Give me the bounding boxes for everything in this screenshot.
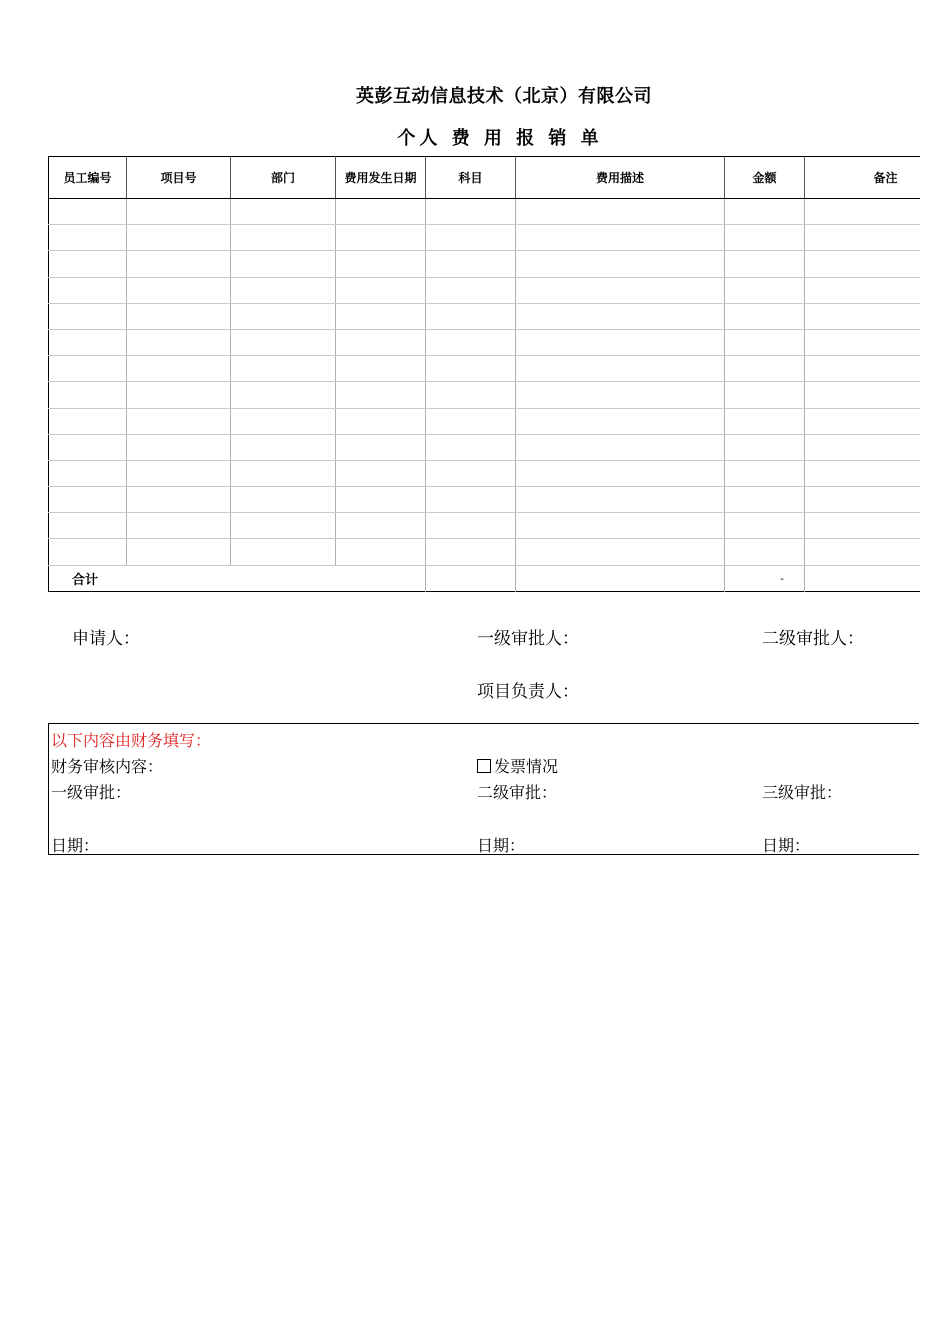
table-row — [49, 513, 920, 539]
cell-project-no[interactable] — [127, 382, 231, 408]
total-cell-description[interactable] — [516, 565, 725, 591]
cell-description[interactable] — [516, 408, 725, 434]
cell-remarks[interactable] — [805, 513, 920, 539]
cell-expense-date[interactable] — [336, 277, 426, 303]
cell-description[interactable] — [516, 487, 725, 513]
cell-amount[interactable] — [725, 460, 805, 486]
cell-amount[interactable] — [725, 225, 805, 251]
cell-remarks[interactable] — [805, 408, 920, 434]
cell-department[interactable] — [231, 199, 336, 225]
cell-remarks[interactable] — [805, 487, 920, 513]
cell-amount[interactable] — [725, 408, 805, 434]
cell-description[interactable] — [516, 382, 725, 408]
cell-amount[interactable] — [725, 329, 805, 355]
cell-amount[interactable] — [725, 382, 805, 408]
table-row — [49, 251, 920, 277]
table-body — [49, 199, 920, 592]
cell-expense-date[interactable] — [336, 251, 426, 277]
cell-description[interactable] — [516, 460, 725, 486]
cell-project-no[interactable] — [127, 487, 231, 513]
cell-employee-id[interactable] — [49, 408, 127, 434]
cell-remarks[interactable] — [805, 434, 920, 460]
cell-expense-date[interactable] — [336, 382, 426, 408]
cell-department[interactable] — [231, 356, 336, 382]
cell-amount[interactable] — [725, 356, 805, 382]
cell-employee-id[interactable] — [49, 460, 127, 486]
cell-department[interactable] — [231, 303, 336, 329]
cell-expense-date[interactable] — [336, 513, 426, 539]
cell-department[interactable] — [231, 251, 336, 277]
cell-account[interactable] — [426, 277, 516, 303]
cell-department[interactable] — [231, 382, 336, 408]
cell-department[interactable] — [231, 408, 336, 434]
table-row — [49, 539, 920, 565]
finance-audit-content-label: 财务审核内容： — [51, 757, 164, 776]
cell-project-no[interactable] — [127, 356, 231, 382]
cell-project-no[interactable] — [127, 251, 231, 277]
cell-employee-id[interactable] — [49, 487, 127, 513]
col-header-account: 科目 — [426, 157, 516, 199]
second-approver-label: 二级审批人： — [762, 629, 864, 649]
cell-employee-id[interactable] — [49, 382, 127, 408]
cell-remarks[interactable] — [805, 539, 920, 565]
cell-amount[interactable] — [725, 277, 805, 303]
total-cell-remarks[interactable] — [805, 565, 920, 591]
invoice-status[interactable] — [477, 754, 558, 777]
table-row — [49, 329, 920, 355]
cell-description[interactable] — [516, 225, 725, 251]
total-cell-account[interactable] — [426, 565, 516, 591]
company-name: 英彭互动信息技术（北京）有限公司 — [356, 86, 652, 107]
cell-account[interactable] — [426, 434, 516, 460]
col-header-project-no: 项目号 — [127, 157, 231, 199]
table-header-row — [49, 157, 920, 199]
cell-expense-date[interactable] — [336, 303, 426, 329]
table-row — [49, 382, 920, 408]
finance-date-3-label: 日期： — [762, 836, 811, 855]
table-row — [49, 303, 920, 329]
cell-expense-date[interactable] — [336, 460, 426, 486]
cell-department[interactable] — [231, 434, 336, 460]
table-row — [49, 199, 920, 225]
finance-approval-1-label: 一级审批： — [51, 783, 132, 802]
col-header-remarks: 备注 — [805, 157, 920, 199]
cell-department[interactable] — [231, 277, 336, 303]
cell-amount[interactable] — [725, 487, 805, 513]
cell-amount[interactable] — [725, 303, 805, 329]
form-title: 个人 费 用 报 销 单 — [397, 128, 603, 149]
invoice-checkbox[interactable] — [477, 759, 491, 773]
col-header-description: 费用描述 — [516, 157, 725, 199]
cell-description[interactable] — [516, 329, 725, 355]
col-header-expense-date: 费用发生日期 — [336, 157, 426, 199]
table-row — [49, 487, 920, 513]
cell-department[interactable] — [231, 225, 336, 251]
cell-account[interactable] — [426, 251, 516, 277]
cell-project-no[interactable] — [127, 434, 231, 460]
cell-account[interactable] — [426, 199, 516, 225]
expense-table — [48, 156, 920, 592]
cell-account[interactable] — [426, 408, 516, 434]
cell-account[interactable] — [426, 382, 516, 408]
cell-project-no[interactable] — [127, 408, 231, 434]
total-amount: - — [725, 565, 805, 591]
table-row — [49, 408, 920, 434]
cell-project-no[interactable] — [127, 199, 231, 225]
cell-expense-date[interactable] — [336, 408, 426, 434]
cell-description[interactable] — [516, 434, 725, 460]
cell-expense-date[interactable] — [336, 225, 426, 251]
total-row — [49, 565, 920, 591]
cell-employee-id[interactable] — [49, 225, 127, 251]
cell-account[interactable] — [426, 356, 516, 382]
cell-account[interactable] — [426, 487, 516, 513]
finance-date-1-label: 日期： — [51, 836, 100, 855]
cell-department[interactable] — [231, 539, 336, 565]
cell-description[interactable] — [516, 539, 725, 565]
table-row — [49, 225, 920, 251]
cell-amount[interactable] — [725, 513, 805, 539]
cell-project-no[interactable] — [127, 460, 231, 486]
cell-department[interactable] — [231, 460, 336, 486]
cell-remarks[interactable] — [805, 356, 920, 382]
total-label: 合计 — [49, 565, 426, 591]
cell-department[interactable] — [231, 329, 336, 355]
col-header-amount: 金额 — [725, 157, 805, 199]
cell-amount[interactable] — [725, 539, 805, 565]
cell-account[interactable] — [426, 539, 516, 565]
cell-employee-id[interactable] — [49, 251, 127, 277]
cell-project-no[interactable] — [127, 225, 231, 251]
cell-description[interactable] — [516, 251, 725, 277]
cell-expense-date[interactable] — [336, 434, 426, 460]
col-header-employee-id: 员工编号 — [49, 157, 127, 199]
cell-description[interactable] — [516, 356, 725, 382]
cell-remarks[interactable] — [805, 460, 920, 486]
cell-description[interactable] — [516, 199, 725, 225]
cell-description[interactable] — [516, 277, 725, 303]
cell-remarks[interactable] — [805, 251, 920, 277]
cell-account[interactable] — [426, 303, 516, 329]
cell-project-no[interactable] — [127, 513, 231, 539]
table-row — [49, 434, 920, 460]
cell-expense-date[interactable] — [336, 199, 426, 225]
cell-project-no[interactable] — [127, 539, 231, 565]
cell-amount[interactable] — [725, 251, 805, 277]
cell-expense-date[interactable] — [336, 539, 426, 565]
cell-employee-id[interactable] — [49, 539, 127, 565]
cell-employee-id[interactable] — [49, 329, 127, 355]
cell-employee-id[interactable] — [49, 199, 127, 225]
cell-description[interactable] — [516, 303, 725, 329]
cell-expense-date[interactable] — [336, 329, 426, 355]
cell-project-no[interactable] — [127, 303, 231, 329]
cell-remarks[interactable] — [805, 225, 920, 251]
cell-amount[interactable] — [725, 199, 805, 225]
cell-employee-id[interactable] — [49, 303, 127, 329]
cell-expense-date[interactable] — [336, 356, 426, 382]
cell-account[interactable] — [426, 225, 516, 251]
cell-account[interactable] — [426, 329, 516, 355]
cell-employee-id[interactable] — [49, 434, 127, 460]
cell-employee-id[interactable] — [49, 277, 127, 303]
cell-expense-date[interactable] — [336, 487, 426, 513]
project-lead-label: 项目负责人： — [477, 682, 579, 702]
cell-remarks[interactable] — [805, 382, 920, 408]
finance-approval-3-label: 三级审批： — [762, 783, 843, 802]
cell-description[interactable] — [516, 513, 725, 539]
first-approver-label: 一级审批人： — [477, 629, 579, 649]
col-header-department: 部门 — [231, 157, 336, 199]
cell-account[interactable] — [426, 513, 516, 539]
cell-remarks[interactable] — [805, 277, 920, 303]
cell-remarks[interactable] — [805, 329, 920, 355]
invoice-status-label: 发票情况 — [494, 757, 559, 776]
table-row — [49, 356, 920, 382]
cell-amount[interactable] — [725, 434, 805, 460]
cell-employee-id[interactable] — [49, 356, 127, 382]
cell-project-no[interactable] — [127, 329, 231, 355]
cell-department[interactable] — [231, 513, 336, 539]
cell-account[interactable] — [426, 460, 516, 486]
applicant-label: 申请人： — [72, 629, 140, 649]
finance-date-2-label: 日期： — [477, 836, 526, 855]
table-row — [49, 460, 920, 486]
cell-project-no[interactable] — [127, 277, 231, 303]
table-row — [49, 277, 920, 303]
cell-remarks[interactable] — [805, 199, 920, 225]
cell-department[interactable] — [231, 487, 336, 513]
finance-approval-2-label: 二级审批： — [477, 783, 558, 802]
finance-note: 以下内容由财务填写： — [51, 731, 212, 750]
cell-remarks[interactable] — [805, 303, 920, 329]
cell-employee-id[interactable] — [49, 513, 127, 539]
